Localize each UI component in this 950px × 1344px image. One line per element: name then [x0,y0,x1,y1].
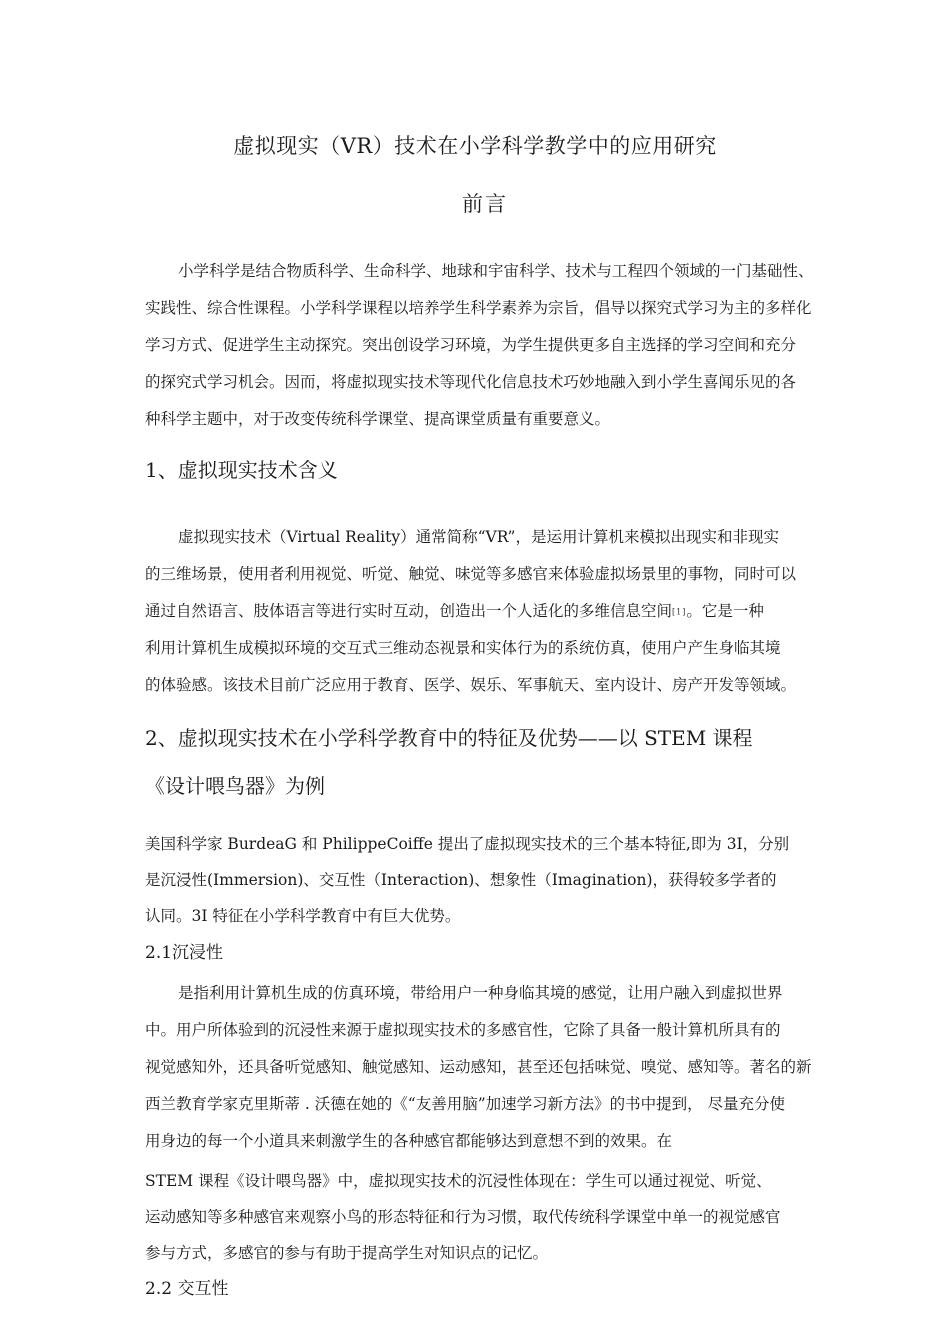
text-line: 运动感知等多种感官来观察小鸟的形态特征和行为习惯，取代传统科学课堂中单一的视觉感官 [145,1208,781,1226]
section-2-heading [145,714,845,810]
text-line: 利用计算机生成模拟环境的交互式三维动态视景和实体行为的系统仿真，使用户产生身临其境 [145,639,781,657]
heading-line: 《设计喂鸟器》为例 [145,774,325,798]
text-line: 视觉感知外，还具备听觉感知、触觉感知、运动感知，甚至还包括味觉、嗅觉、感知等。著名的新 [145,1058,812,1076]
preface-heading: 前言 [462,192,508,216]
section-2-2-heading: 2.2 交互性 [145,1279,229,1299]
text-line: 参与方式，多感官的参与有助于提高学生对知识点的记忆。 [145,1244,549,1262]
section-2-1-paragraph [145,975,845,1160]
text-line: 西兰教育学家克里斯蒂 . 沃德在她的《“友善用脑”加速学习新方法》的书中提到， 尽量充分使 [145,1095,786,1113]
text-line: 用身边的每一个小道具来刺激学生的各种感官都能够达到意想不到的效果。在 [145,1132,673,1150]
preface-paragraph [145,253,845,438]
citation-marker: [1] [672,607,687,617]
text-segment: 通过自然语言、肢体语言等进行实时互动，创造出一个人适化的多维信息空间 [145,602,673,620]
text-line: 是指利用计算机生成的仿真环境，带给用户一种身临其境的感觉，让用户融入到虚拟世界 [178,984,783,1002]
text-line: 虚拟现实技术（Virtual Reality）通常简称“VR”，是运用计算机来模拟出现实和非现实 [178,528,779,546]
text-line: 美国科学家 BurdeaG 和 PhilippeCoiffe 提出了虚拟现实技术的三个基本特征,即为 3I，分别 [145,835,790,853]
text-line: 认同。3I 特征在小学科学教育中有巨大优势。 [145,907,461,925]
section-2-1-heading: 2.1沉浸性 [145,943,224,963]
page-title: 虚拟现实（VR）技术在小学科学教学中的应用研究 [233,134,717,158]
text-line: STEM 课程《设计喂鸟器》中，虚拟现实技术的沉浸性体现在：学生可以通过视觉、听觉、 [145,1172,772,1190]
text-line: 种科学主题中，对于改变传统科学课堂、提高课堂质量有重要意义。 [145,410,611,428]
section-1-heading: 1、虚拟现实技术含义 [145,458,338,482]
text-line: 的三维场景，使用者利用视觉、听觉、触觉、味觉等多感官来体验虚拟场景里的事物，同时可以 [145,565,797,583]
text-segment: 。它是一种 [686,602,764,620]
text-line: 实践性、综合性课程。小学科学课程以培养学生科学素养为宗旨，倡导以探究式学习为主的多样化 [145,299,812,317]
section-2-paragraph [145,826,845,934]
text-line: 是沉浸性(Immersion)、交互性（Interaction)、想象性（Imagination)，获得较多学者的 [145,871,777,889]
section-1-paragraph [145,519,845,704]
text-line: 的体验感。该技术目前广泛应用于教育、医学、娱乐、军事航天、室内设计、房产开发等领域。 [145,676,797,694]
text-line: 小学科学是结合物质科学、生命科学、地球和宇宙科学、技术与工程四个领域的一门基础性、 [178,262,814,280]
text-line: 学习方式、促进学生主动探究。突出创设学习环境，为学生提供更多自主选择的学习空间和充分 [145,336,797,354]
section-2-1-paragraph-continued [145,1163,845,1271]
text-line: 中。用户所体验到的沉浸性来源于虚拟现实技术的多感官性，它除了具备一般计算机所具有的 [145,1021,781,1039]
heading-line: 2、虚拟现实技术在小学科学教育中的特征及优势——以 STEM 课程 [145,726,753,750]
text-line [145,593,845,630]
text-line: 的探究式学习机会。因而，将虚拟现实技术等现代化信息技术巧妙地融入到小学生喜闻乐见的各 [145,373,797,391]
